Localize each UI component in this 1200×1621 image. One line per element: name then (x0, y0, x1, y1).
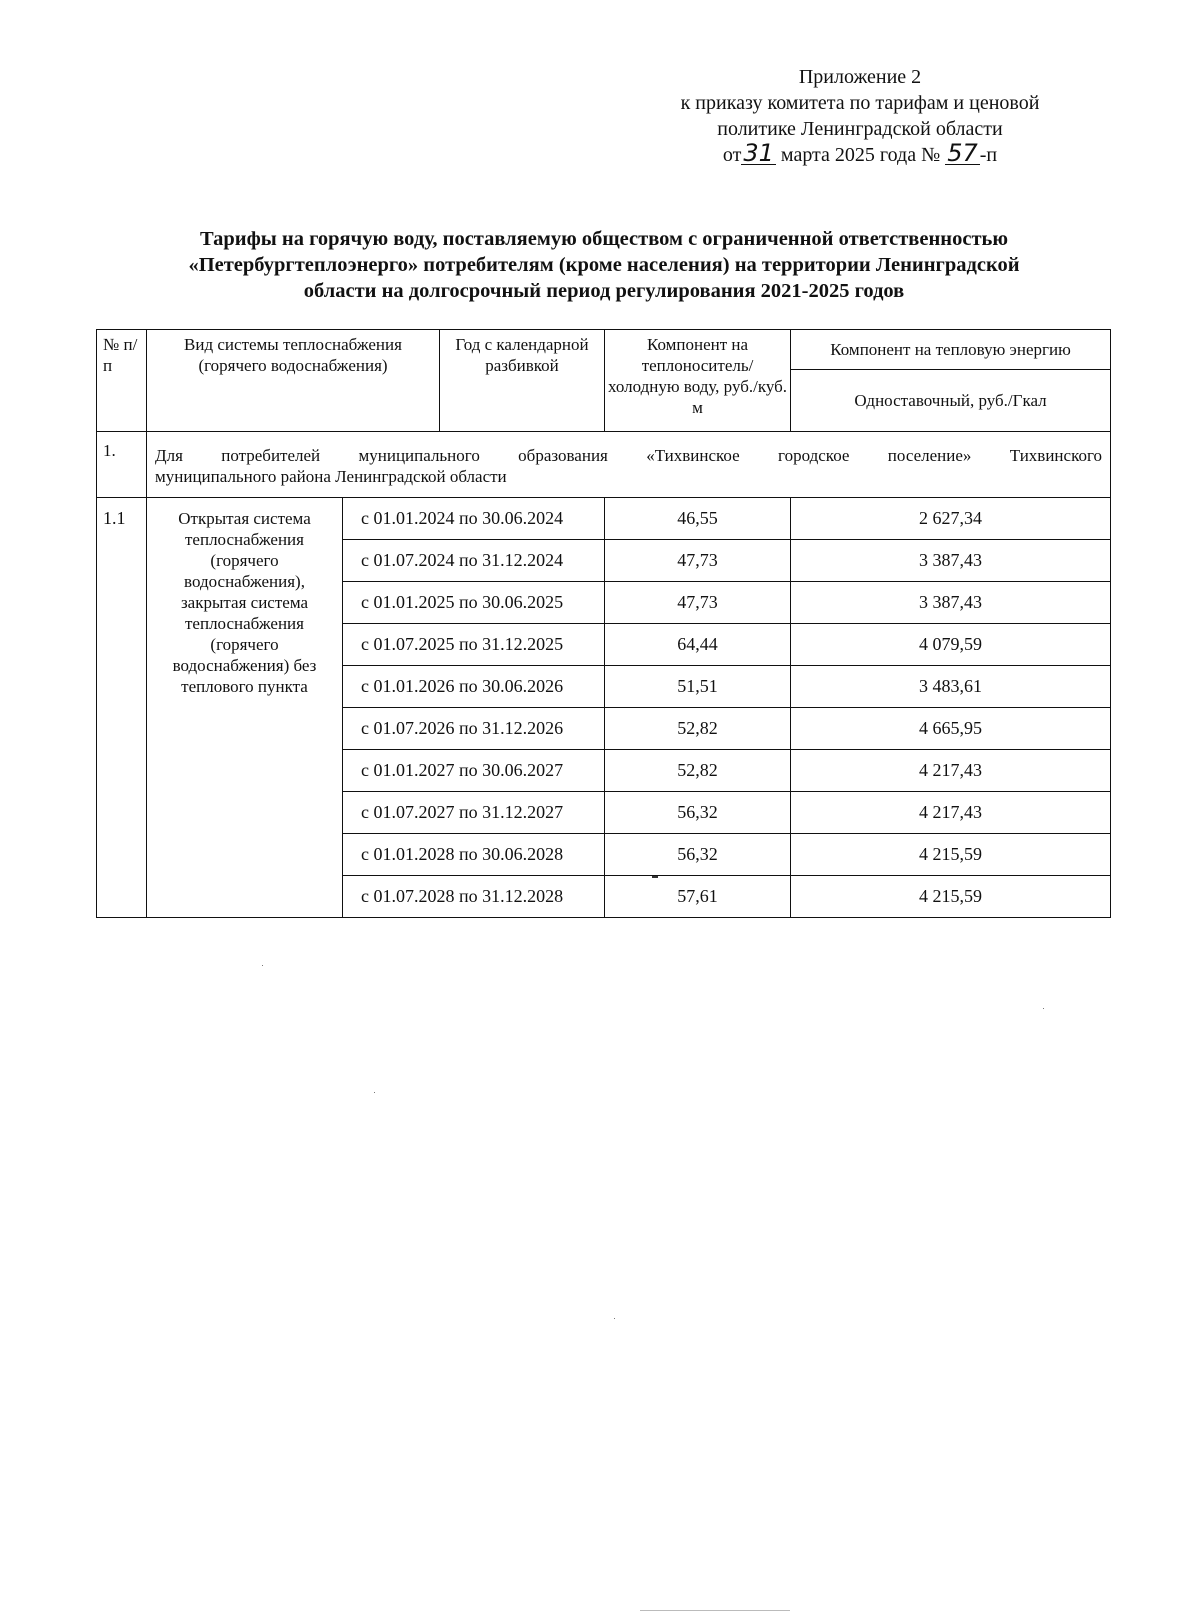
title-line-2: «Петербургтеплоэнерго» потребителям (кроме населения) на территории Ленинградской (188, 254, 1020, 276)
period-cell: с 01.07.2028 по 31.12.2028 (343, 876, 605, 918)
section-text-last: муниципального района Ленинградской области (155, 466, 507, 486)
period-cell: с 01.01.2025 по 30.06.2025 (343, 582, 605, 624)
carrier-value: 46,55 (605, 498, 791, 540)
section-text-main: Для потребителей муниципального образования «Тихвинское городское поселение» Тихвинского (155, 445, 1103, 465)
energy-value: 4 215,59 (791, 876, 1111, 918)
appendix-header (600, 64, 1120, 168)
appendix-date-line (600, 139, 1120, 168)
header-carrier: Компонент на теплоноситель/холодную воду, руб./куб. м (605, 330, 791, 432)
energy-value: 4 665,95 (791, 708, 1111, 750)
date-suffix: -п (979, 144, 998, 166)
period-cell: с 01.07.2027 по 31.12.2027 (343, 792, 605, 834)
header-energy: Компонент на тепловую энергию (791, 330, 1111, 370)
header-num: № п/п (97, 330, 147, 432)
section-description (147, 432, 1111, 498)
carrier-value: 47,73 (605, 582, 791, 624)
tariff-table (96, 329, 1111, 918)
tariff-rows (97, 498, 1111, 918)
scan-edge (640, 1610, 790, 1611)
energy-value: 4 217,43 (791, 792, 1111, 834)
appendix-line-2: политике Ленинградской области (717, 118, 1003, 140)
period-cell: с 01.07.2025 по 31.12.2025 (343, 624, 605, 666)
period-cell: с 01.07.2024 по 31.12.2024 (343, 540, 605, 582)
header-row (97, 330, 1111, 370)
scan-speck (1043, 1008, 1044, 1009)
row-system-type: Открытая система теплоснабжения (горячего водоснабжения), закрытая система теплоснабжения (горячего водоснабжения) без теплового пункта (147, 498, 343, 918)
carrier-value: 52,82 (605, 750, 791, 792)
carrier-value: 56,32 (605, 834, 791, 876)
section-row (97, 432, 1111, 498)
carrier-value: 57,61 (605, 876, 791, 918)
section-num: 1. (97, 432, 147, 498)
table-row (97, 498, 1111, 540)
date-prefix: от (722, 144, 742, 166)
row-num: 1.1 (97, 498, 147, 918)
title-line-1: Тарифы на горячую воду, поставляемую обществом с ограниченной ответственностью (199, 228, 1009, 250)
period-cell: с 01.07.2026 по 31.12.2026 (343, 708, 605, 750)
handwritten-day: 31 (743, 139, 774, 167)
carrier-value: 51,51 (605, 666, 791, 708)
carrier-value: 47,73 (605, 540, 791, 582)
scan-speck (652, 876, 658, 878)
header-energy-single-rate: Одноставочный, руб./Гкал (791, 370, 1111, 432)
scan-speck (262, 965, 263, 966)
period-cell: с 01.01.2028 по 30.06.2028 (343, 834, 605, 876)
handwritten-order-number: 57 (947, 139, 978, 167)
document-title (96, 226, 1112, 304)
carrier-value: 56,32 (605, 792, 791, 834)
energy-value: 3 387,43 (791, 540, 1111, 582)
energy-value: 3 483,61 (791, 666, 1111, 708)
energy-value: 2 627,34 (791, 498, 1111, 540)
appendix-label: Приложение 2 (798, 66, 922, 88)
appendix-line-1: к приказу комитета по тарифам и ценовой (680, 92, 1040, 114)
carrier-value: 64,44 (605, 624, 791, 666)
header-system: Вид системы теплоснабжения (горячего водоснабжения) (147, 330, 440, 432)
energy-value: 4 217,43 (791, 750, 1111, 792)
period-cell: с 01.01.2027 по 30.06.2027 (343, 750, 605, 792)
carrier-value: 52,82 (605, 708, 791, 750)
scan-speck (614, 1318, 615, 1319)
period-cell: с 01.01.2024 по 30.06.2024 (343, 498, 605, 540)
scan-speck (374, 1092, 375, 1093)
energy-value: 4 079,59 (791, 624, 1111, 666)
title-line-3: области на долгосрочный период регулирования 2021-2025 годов (303, 280, 905, 302)
period-cell: с 01.01.2026 по 30.06.2026 (343, 666, 605, 708)
date-middle: марта 2025 года № (780, 144, 941, 166)
energy-value: 4 215,59 (791, 834, 1111, 876)
header-year: Год с календарной разбивкой (440, 330, 605, 432)
energy-value: 3 387,43 (791, 582, 1111, 624)
